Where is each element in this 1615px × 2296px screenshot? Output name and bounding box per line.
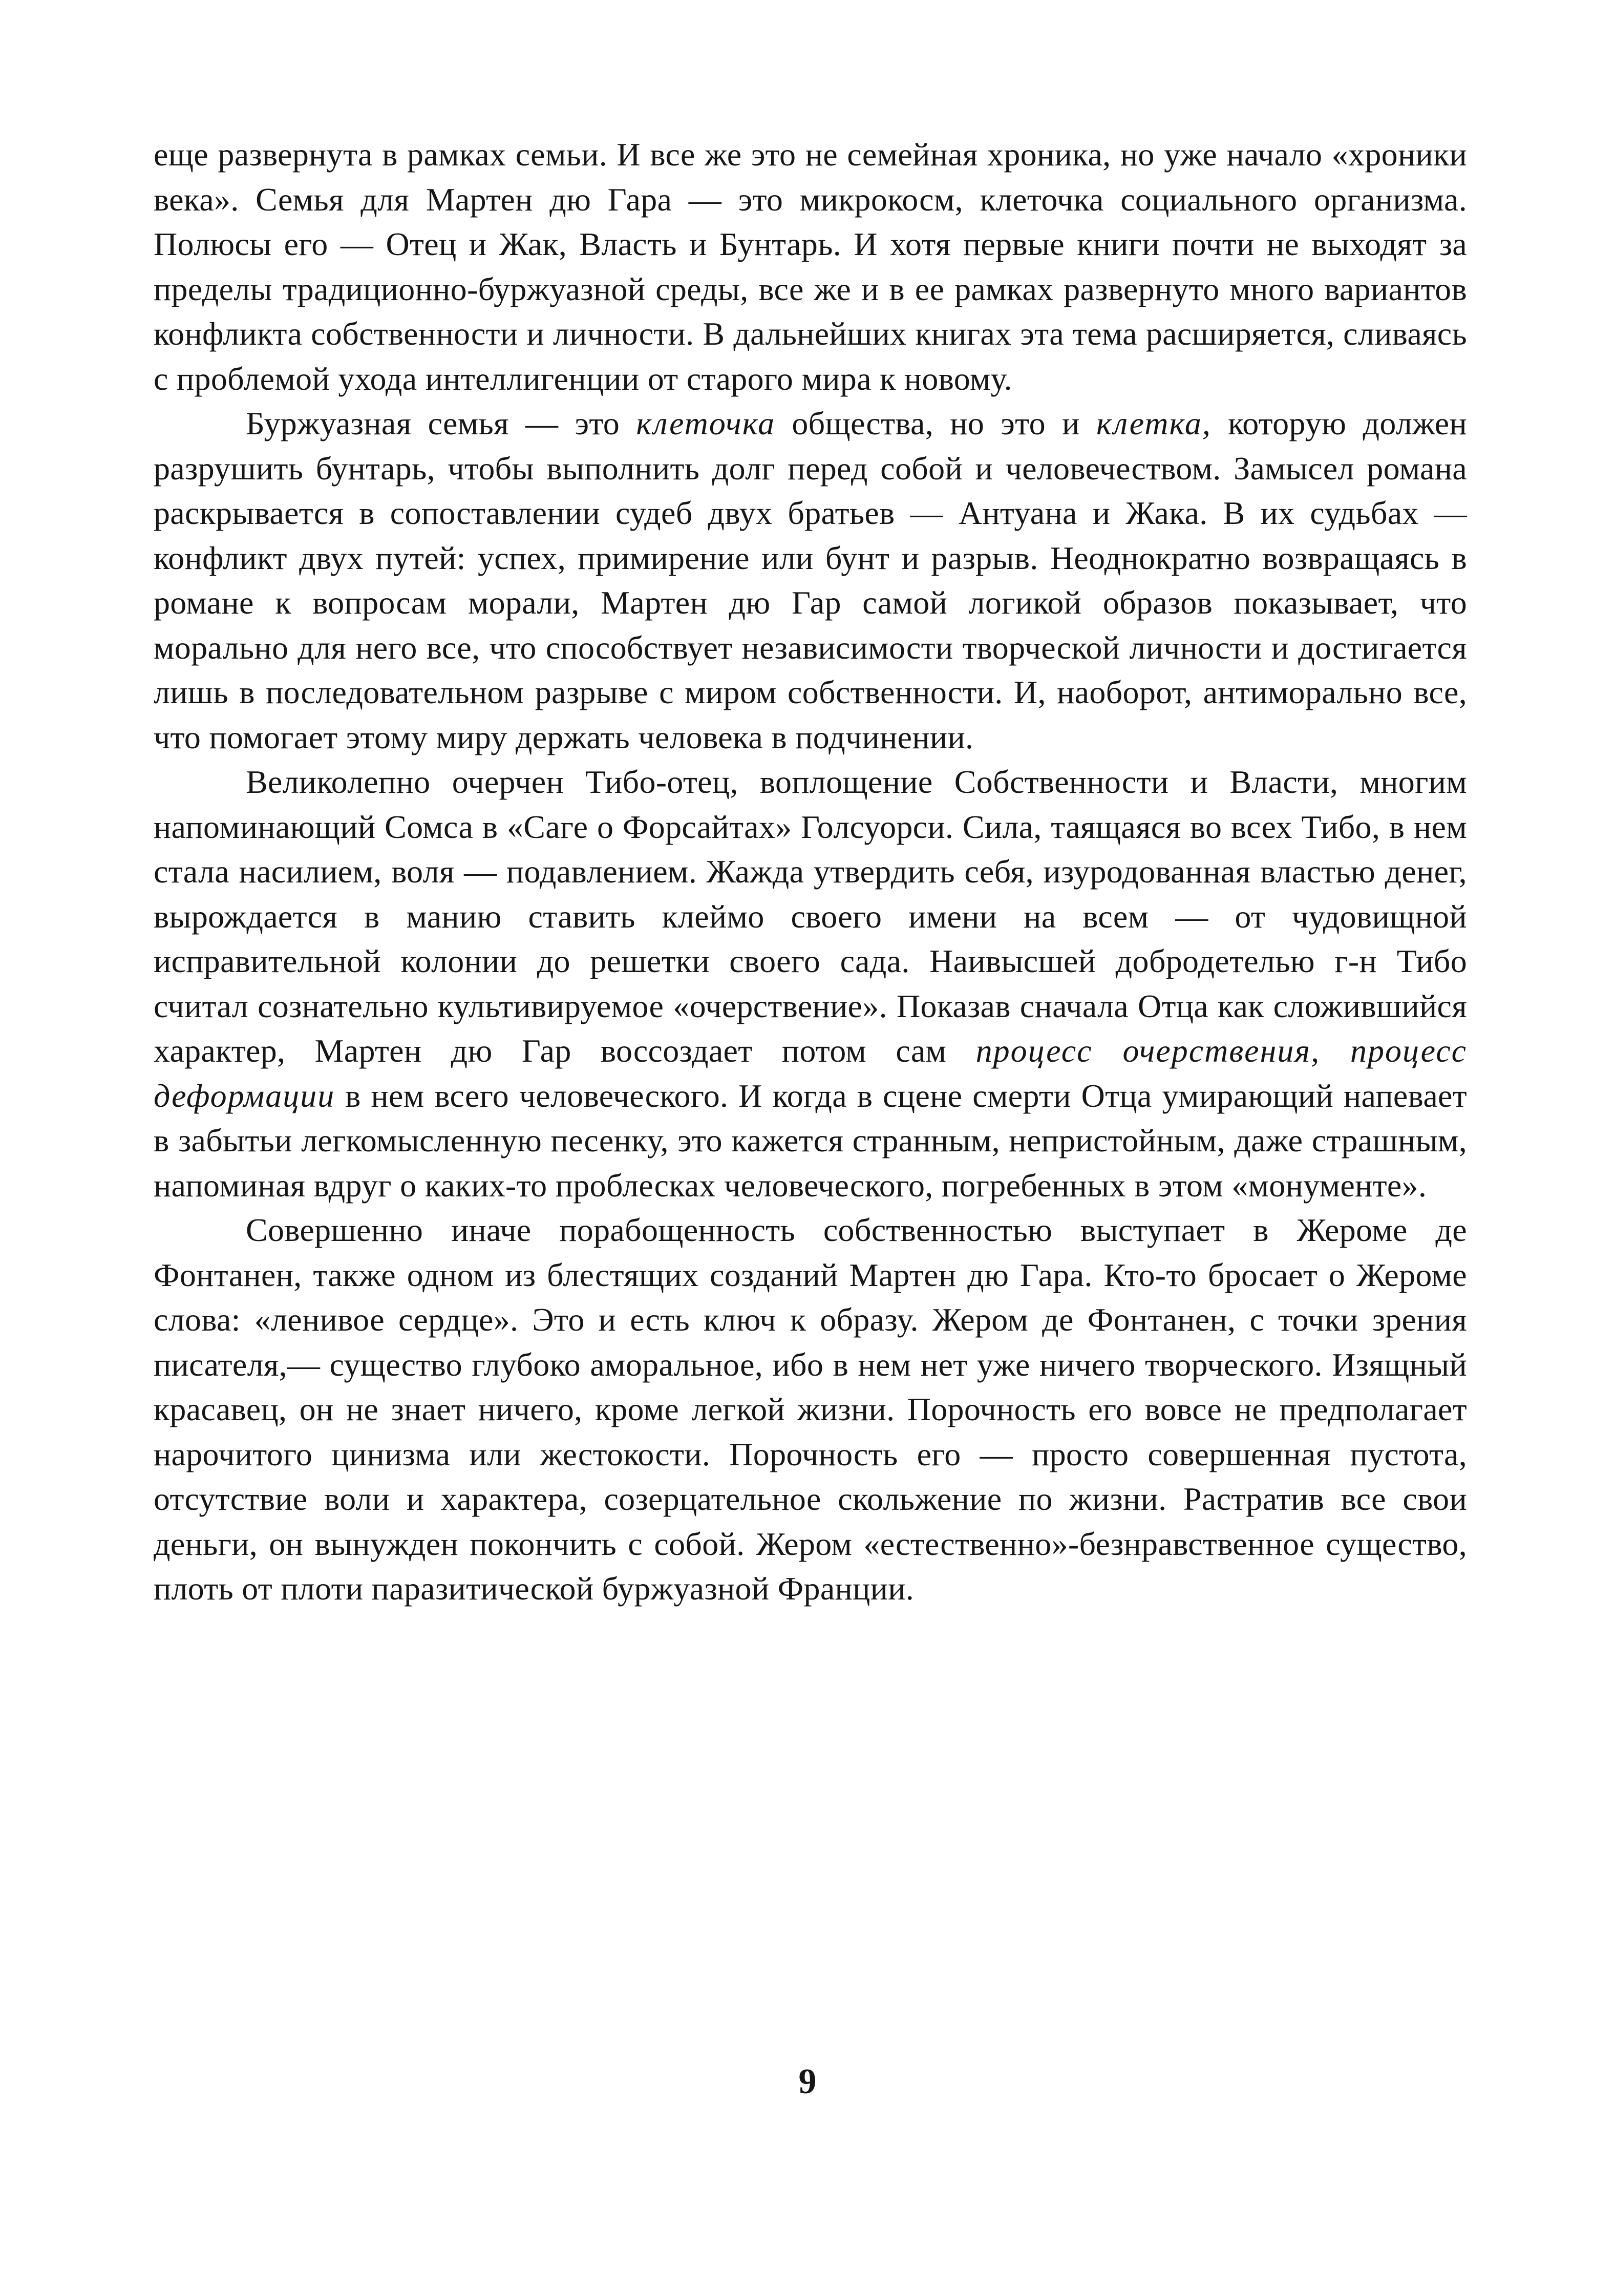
paragraph [154, 1208, 1467, 1611]
text-run: общества, но это и [775, 405, 1096, 441]
text-run: Великолепно очерчен Тибо-отец, воплощение Собственности и Власти, многим напоминающий Сомса в «Саге о Форсайтах» Голсуорси. Сила, таящаяся во всех Тибо, в нем стала насилием, воля — подавлением. Жажда утвердить себя, изуродованная властью денег, вырождается в манию ставить клеймо своего имени на всем — от чудовищной исправительной колонии до решетки своего сада. Наивысшей добродетелью г-н Тибо считал сознательно культивируемое «очерствение». Показав сначала Отца как сложившийся характер, Мартен дю Гар воссоздает потом сам [154, 764, 1467, 1069]
emphasized-text: процесс очерствения, процесс деформации [154, 1033, 1468, 1114]
text-run: в нем всего человеческого. И когда в сцене смерти Отца умирающий напевает в забытьи легкомысленную песенку, это кажется странным, непристойным, даже страшным, напоминая вдруг о каких-то проблесках человеческого, погребенных в этом «монументе». [154, 1077, 1467, 1204]
page-number: 9 [798, 2062, 817, 2101]
text-run: Буржуазная семья — это [246, 405, 636, 441]
emphasized-text: клетка, [1096, 405, 1212, 441]
paragraph [154, 401, 1467, 760]
paragraph [154, 132, 1467, 401]
emphasized-text: клеточка [636, 405, 776, 441]
text-run: которую должен разрушить бунтарь, чтобы выполнить долг перед собой и человечеством. Замысел романа раскрывается в сопоставлении судеб двух братьев — Антуана и Жака. В их судьбах — конфликт двух путей: успех, примирение или бунт и разрыв. Неоднократно возвращаясь в романе к вопросам морали, Мартен дю Гар самой логикой образов показывает, что морально для него все, что способствует независимости творческой личности и достигается лишь в последовательном разрыве с миром собственности. И, наоборот, антиморально все, что помогает этому миру держать человека в подчинении. [154, 405, 1468, 755]
body-text [154, 132, 1467, 1611]
text-run: еще развернута в рамках семьи. И все же это не семейная хроника, но уже начало «хроники века». Семья для Мартен дю Гара — это микрокосм, клеточка социального организма. Полюсы его — Отец и Жак, Власть и Бунтарь. И хотя первые книги почти не выходят за пределы традиционно-буржуазной среды, все же и в ее рамках развернуто много вариантов конфликта собственности и личности. В дальнейших книгах эта тема расширяется, сливаясь с проблемой ухода интеллигенции от старого мира к новому. [154, 136, 1467, 397]
paragraph [154, 760, 1467, 1208]
text-run: Совершенно иначе порабощенность собственностью выступает в Жероме де Фонтанен, также одном из блестящих созданий Мартен дю Гара. Кто-то бросает о Жероме слова: «ленивое сердце». Это и есть ключ к образу. Жером де Фонтанен, с точки зрения писателя,— существо глубоко аморальное, ибо в нем нет уже ничего творческого. Изящный красавец, он не знает ничего, кроме легкой жизни. Порочность его вовсе не предполагает нарочитого цинизма или жестокости. Порочность его — просто совершенная пустота, отсутствие воли и характера, созерцательное скольжение по жизни. Растратив все свои деньги, он вынужден покончить с собой. Жером «естественно»-безнравственное существо, плоть от плоти паразитической буржуазной Франции. [154, 1212, 1467, 1607]
